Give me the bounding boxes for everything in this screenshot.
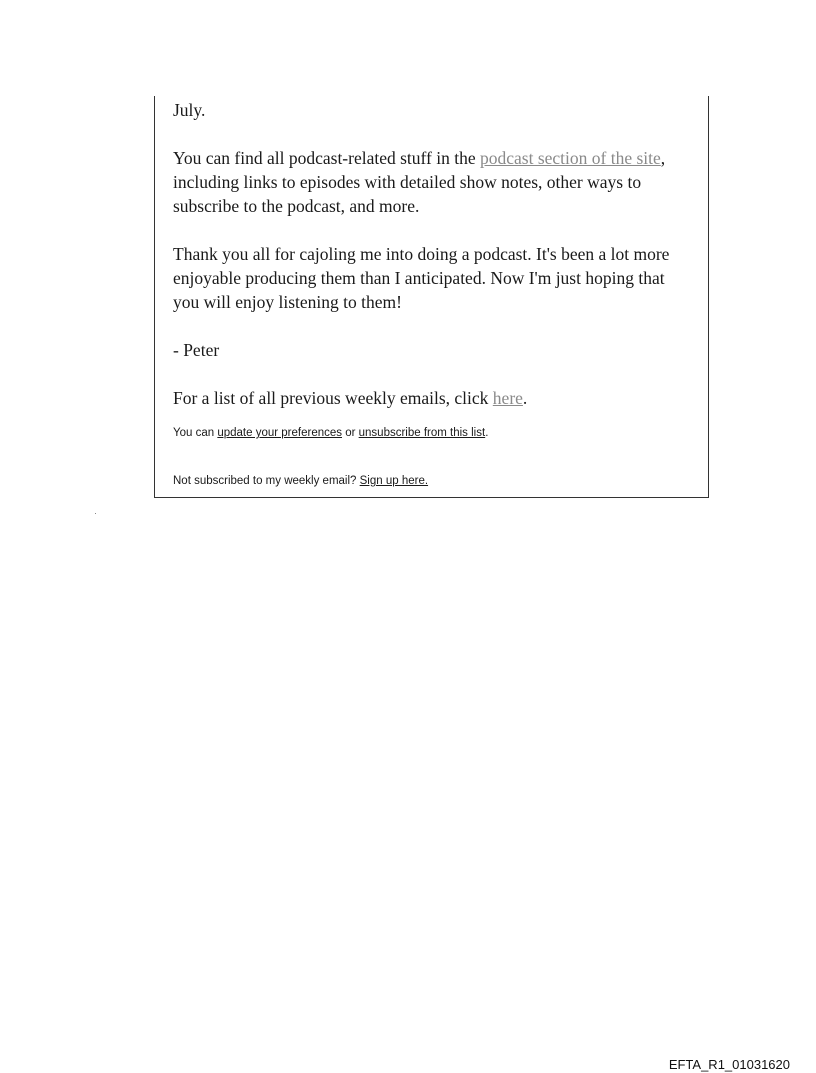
unsubscribe-link[interactable]: unsubscribe from this list [358, 427, 486, 439]
archive-here-link[interactable]: here [492, 388, 523, 408]
email-body [154, 96, 709, 498]
podcast-section-link[interactable]: podcast section of the site [480, 148, 661, 168]
paragraph-text: For a list of all previous weekly emails, click [173, 388, 493, 408]
preferences-text: You can [173, 427, 218, 439]
preferences-text: or [342, 427, 359, 439]
bates-number: EFTA_R1_01031620 [668, 1057, 790, 1072]
paragraph-podcast-section [173, 146, 678, 218]
paragraph-text: You can find all podcast-related stuff in the [173, 148, 480, 168]
sign-up-link[interactable]: Sign up here. [359, 475, 429, 487]
paragraph-archive [173, 386, 678, 410]
paragraph-text: . [522, 388, 528, 408]
preferences-text: . [485, 427, 489, 439]
paragraph-closing-month: July. [173, 100, 206, 120]
signup-text: Not subscribed to my weekly email? [173, 475, 360, 487]
preferences-line [173, 426, 688, 440]
update-preferences-link[interactable]: update your preferences [217, 427, 343, 439]
signoff: - Peter [173, 340, 220, 360]
scan-artifact-dot [95, 513, 96, 514]
paragraph-text: , including links to episodes with detailed show notes, other ways to subscribe to the podcast, and more. [173, 148, 666, 216]
paragraph-thank-you: Thank you all for cajoling me into doing a podcast. It's been a lot more enjoyable producing them than I anticipated. Now I'm just hoping that you will enjoy listening to them! [173, 244, 670, 312]
signup-line [173, 474, 688, 488]
